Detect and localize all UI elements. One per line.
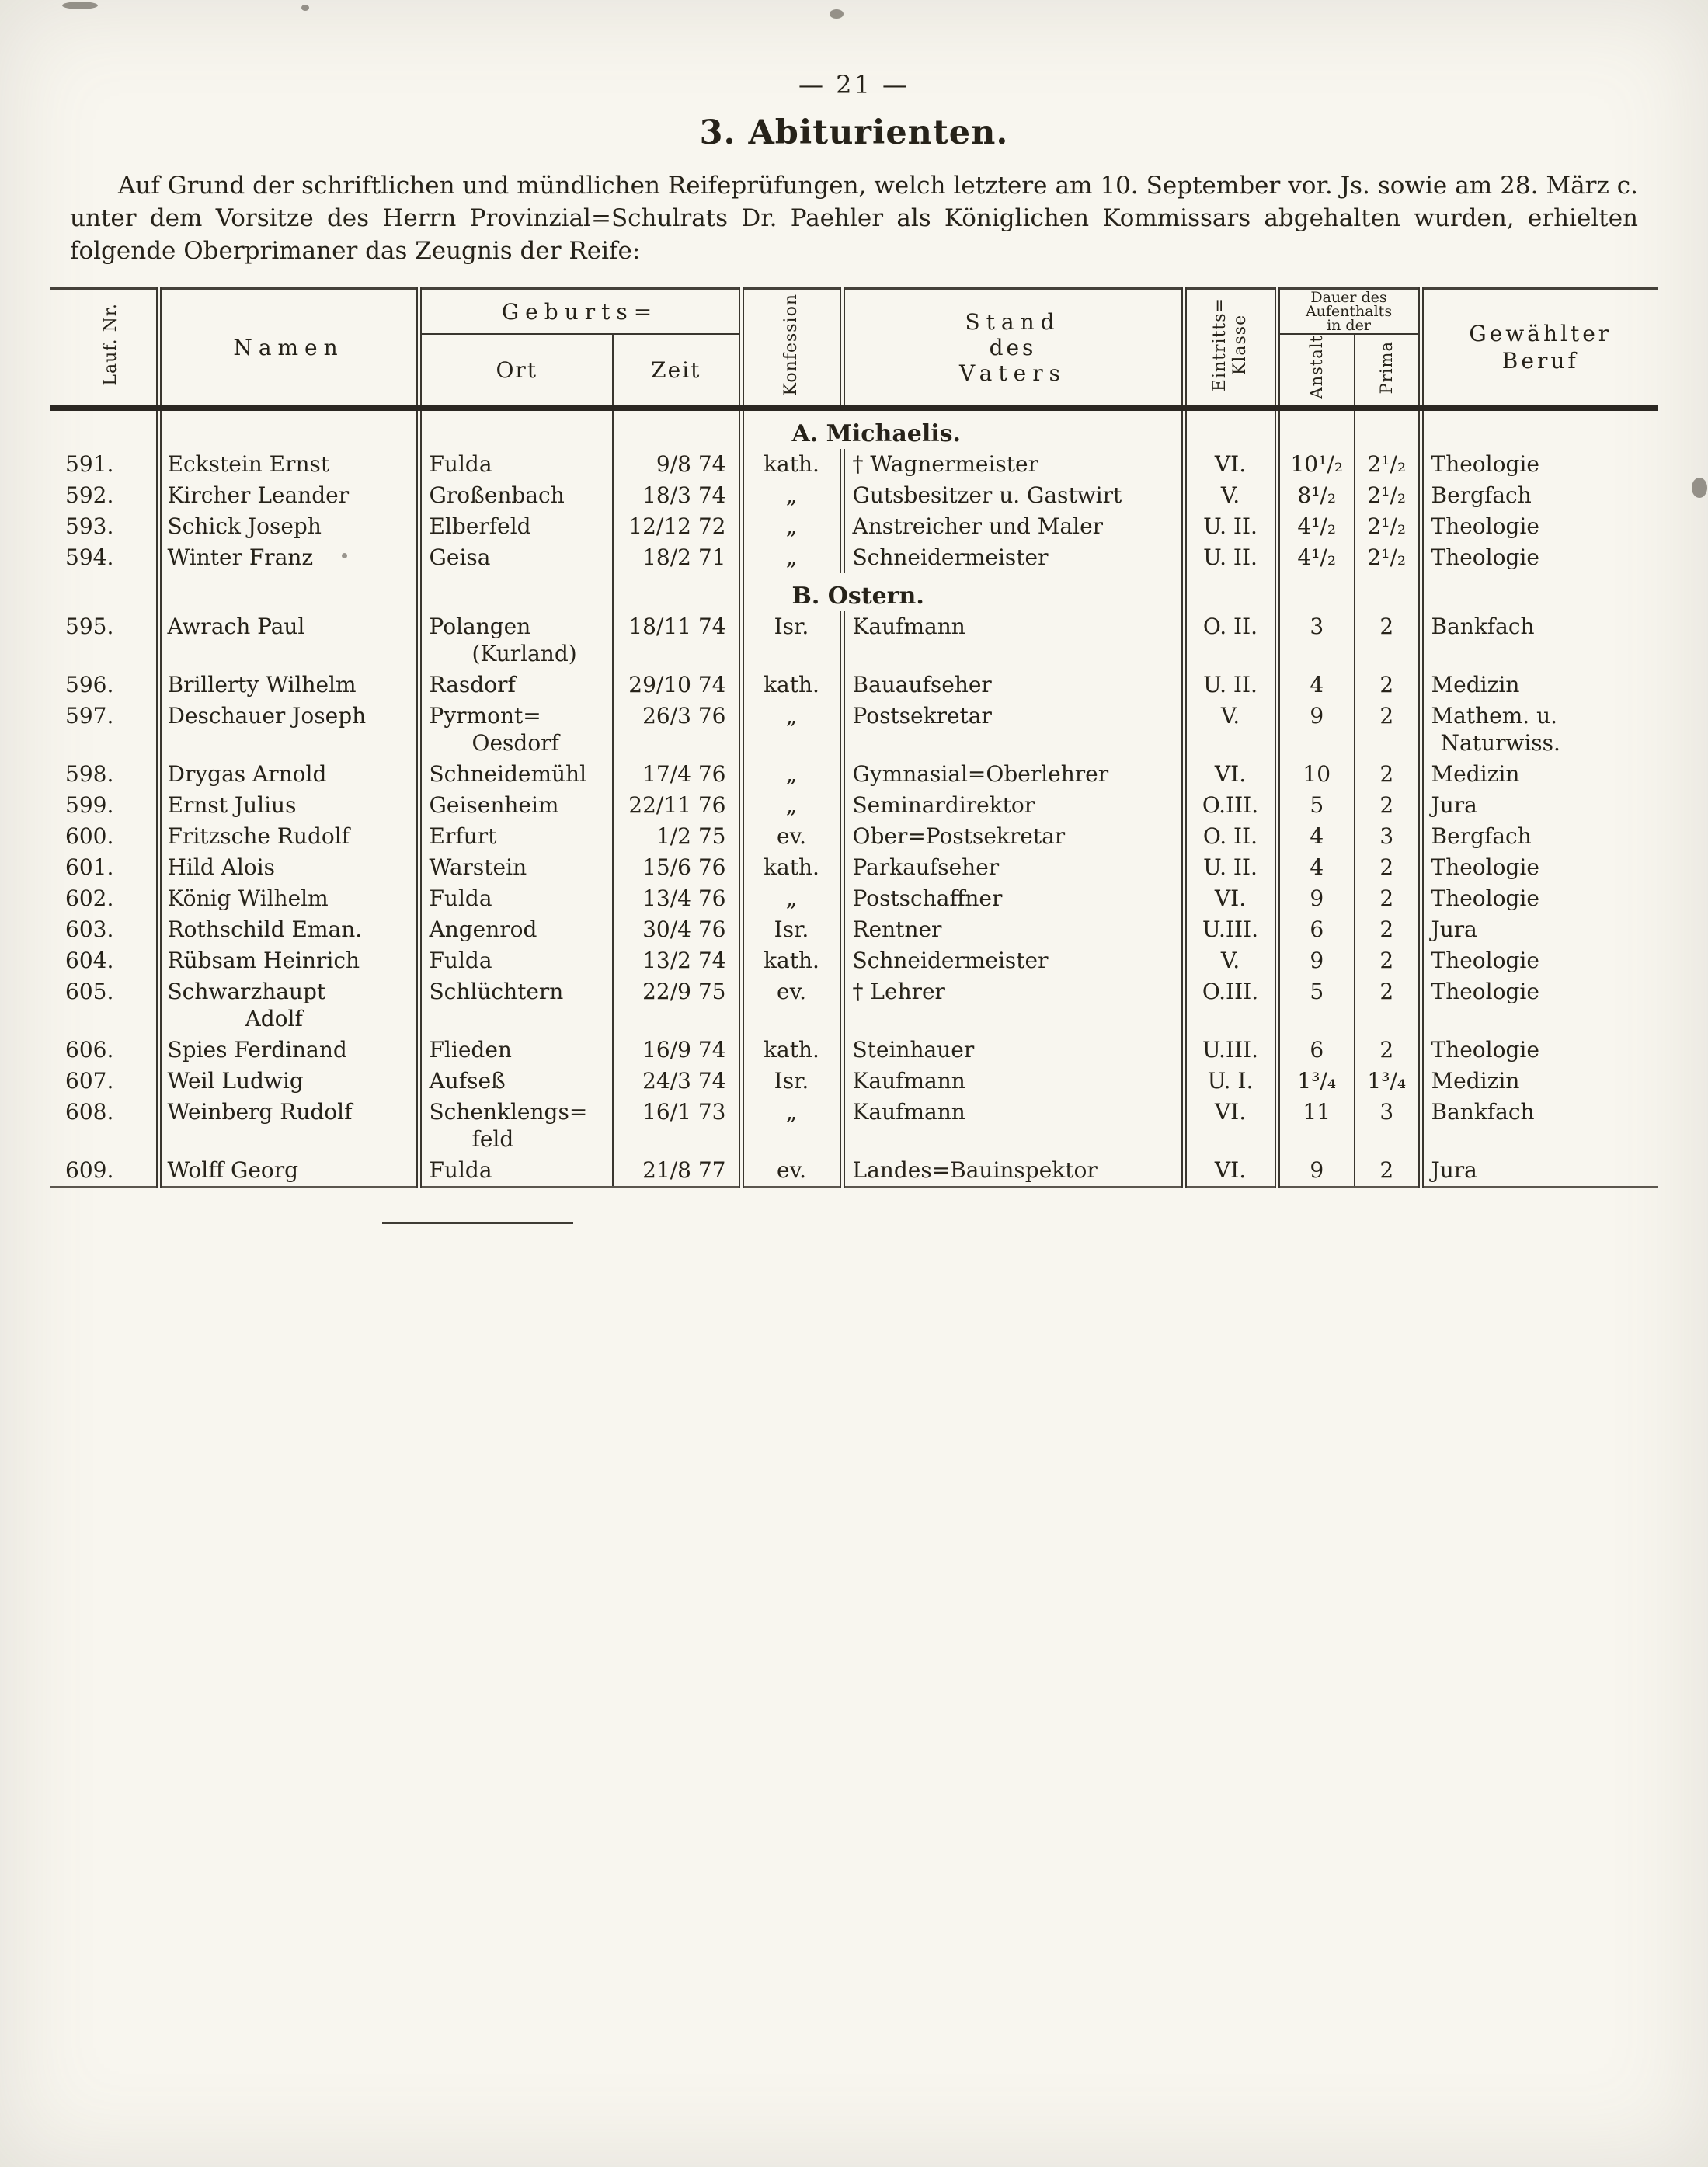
cell-dauer-prima: 2¹/₂: [1355, 511, 1421, 542]
header-lauf-nr: [50, 289, 158, 408]
cell-geburtszeit: 15/6 76: [613, 852, 741, 883]
cell-geburtszeit: 9/8 74: [613, 449, 741, 480]
section-empty-cell: [1277, 573, 1355, 611]
cell-stand-des-vaters: † Wagnermeister: [842, 449, 1184, 480]
cell-konfession: Isr.: [741, 914, 842, 945]
cell-dauer-anstalt: 4¹/₂: [1277, 511, 1355, 542]
cell-stand-des-vaters: Kaufmann: [842, 611, 1184, 670]
cell-konfession: kath.: [741, 1035, 842, 1066]
header-konfession: [741, 289, 842, 408]
header-anstalt: [1277, 334, 1355, 408]
cell-stand-des-vaters: Postsekretar: [842, 701, 1184, 759]
cell-dauer-anstalt: 11: [1277, 1097, 1355, 1155]
abiturienten-table: [50, 287, 1658, 1188]
cell-eintrittsklasse: VI.: [1184, 1155, 1277, 1187]
cell-dauer-anstalt: 10: [1277, 759, 1355, 790]
cell-stand-des-vaters: Schneidermeister: [842, 542, 1184, 573]
cell-konfession: „: [741, 790, 842, 821]
cell-gewaehlter-beruf: Bankfach: [1421, 611, 1658, 670]
cell-stand-des-vaters: Steinhauer: [842, 1035, 1184, 1066]
section-empty-cell: [1277, 408, 1355, 449]
cell-stand-des-vaters: Seminardirektor: [842, 790, 1184, 821]
cell-dauer-anstalt: 1³/₄: [1277, 1066, 1355, 1097]
cell-gewaehlter-beruf: Theologie: [1421, 542, 1658, 573]
cell-konfession: kath.: [741, 670, 842, 701]
table-row: [50, 511, 1658, 542]
cell-dauer-prima: 1³/₄: [1355, 1066, 1421, 1097]
header-zeit-label: Zeit: [651, 357, 701, 383]
cell-lauf-nr: 607.: [65, 1068, 114, 1094]
cell-gewaehlter-beruf: Theologie: [1421, 1035, 1658, 1066]
cell-geburtsort: Elberfeld: [419, 511, 613, 542]
cell-gewaehlter-beruf: Jura: [1421, 914, 1658, 945]
page-number: — 21 —: [798, 70, 910, 99]
cell-gewaehlter-beruf: Bankfach: [1421, 1097, 1658, 1155]
cell-lauf-nr: 609.: [50, 1155, 158, 1187]
cell-dauer-anstalt: 5: [1277, 790, 1355, 821]
cell-dauer-anstalt: 6: [1277, 1035, 1355, 1066]
cell-geburtsort: Schlüchtern: [419, 976, 613, 1035]
cell-gewaehlter-beruf: Mathem. u. Naturwiss.: [1421, 701, 1658, 759]
cell-dauer-anstalt: 10¹/₂: [1277, 449, 1355, 480]
cell-stand-des-vaters: Ober=Postsekretar: [842, 821, 1184, 852]
cell-gewaehlter-beruf: Bergfach: [1421, 480, 1658, 511]
cell-geburtsort: Fulda: [419, 883, 613, 914]
cell-eintrittsklasse: VI.: [1184, 759, 1277, 790]
cell-dauer-prima: 2: [1355, 852, 1421, 883]
cell-dauer-prima: 2¹/₂: [1355, 480, 1421, 511]
cell-konfession: kath.: [741, 449, 842, 480]
cell-konfession: „: [741, 701, 842, 759]
section-empty-cell: [419, 408, 613, 449]
cell-dauer-anstalt: 6: [1277, 914, 1355, 945]
cell-dauer-anstalt: 4: [1277, 821, 1355, 852]
cell-eintrittsklasse: V.: [1184, 945, 1277, 976]
section-empty-cell: [1184, 573, 1277, 611]
cell-name: Spies Ferdinand: [158, 1035, 419, 1066]
cell-lauf-nr: 600.: [65, 823, 114, 850]
header-namen-label: Namen: [233, 334, 344, 360]
cell-eintrittsklasse: V.: [1184, 701, 1277, 759]
cell-geburtszeit: 13/4 76: [613, 883, 741, 914]
cell-eintrittsklasse: VI.: [1184, 449, 1277, 480]
cell-geburtsort: Schenklengs= feld: [419, 1097, 613, 1155]
cell-geburtszeit: 18/11 74: [613, 611, 741, 670]
table-row: [50, 759, 1658, 790]
cell-gewaehlter-beruf: Medizin: [1421, 759, 1658, 790]
table-row: [50, 790, 1658, 821]
cell-geburtszeit: 1/2 75: [613, 821, 741, 852]
table-row: [50, 670, 1658, 701]
cell-konfession: Isr.: [741, 611, 842, 670]
cell-eintrittsklasse: U.III.: [1184, 1035, 1277, 1066]
cell-eintrittsklasse: O. II.: [1184, 611, 1277, 670]
table-row: [50, 1155, 1658, 1187]
cell-gewaehlter-beruf: Theologie: [1421, 449, 1658, 480]
cell-konfession: „: [741, 1097, 842, 1155]
cell-lauf-nr: 596.: [65, 672, 114, 698]
cell-gewaehlter-beruf: Bergfach: [1421, 821, 1658, 852]
cell-lauf-nr: 597.: [65, 703, 114, 729]
cell-dauer-anstalt: 4¹/₂: [1277, 542, 1355, 573]
cell-konfession: ev.: [741, 821, 842, 852]
cell-gewaehlter-beruf: Medizin: [1421, 670, 1658, 701]
cell-name: Eckstein Ernst: [158, 449, 419, 480]
header-lauf-nr-label: Lauf. Nr.: [100, 303, 120, 387]
header-prima-label: Prima: [1377, 340, 1397, 394]
cell-geburtsort: Angenrod: [419, 914, 613, 945]
section-empty-cell: [613, 408, 741, 449]
table-header: [50, 289, 1658, 408]
section-empty-cell: [1355, 573, 1421, 611]
cell-lauf-nr: 602.: [65, 885, 114, 912]
cell-geburtszeit: 29/10 74: [613, 670, 741, 701]
cell-geburtsort: Polangen (Kurland): [419, 611, 613, 670]
section-empty-cell: [50, 408, 158, 449]
cell-geburtsort: Erfurt: [419, 821, 613, 852]
cell-konfession: „: [741, 759, 842, 790]
table-row: [50, 449, 1658, 480]
cell-dauer-anstalt: 3: [1277, 611, 1355, 670]
cell-stand-des-vaters: Schneidermeister: [842, 945, 1184, 976]
cell-gewaehlter-beruf: Theologie: [1421, 883, 1658, 914]
cell-dauer-prima: 2¹/₂: [1355, 449, 1421, 480]
cell-dauer-anstalt: 9: [1277, 883, 1355, 914]
cell-lauf-nr: 608.: [65, 1099, 114, 1125]
cell-name: Schwarzhaupt Adolf: [158, 976, 419, 1035]
cell-konfession: „: [741, 542, 842, 573]
cell-name: Wolff Georg: [158, 1155, 419, 1187]
cell-gewaehlter-beruf: Theologie: [1421, 976, 1658, 1035]
cell-geburtszeit: 30/4 76: [613, 914, 741, 945]
cell-dauer-prima: 2: [1355, 701, 1421, 759]
cell-konfession: kath.: [741, 852, 842, 883]
section-empty-cell: [158, 408, 419, 449]
cell-konfession: ev.: [741, 976, 842, 1035]
cell-geburtszeit: 24/3 74: [613, 1066, 741, 1097]
page-title: 3. Abiturienten.: [699, 113, 1009, 152]
cell-name: Deschauer Joseph: [158, 701, 419, 759]
cell-name: Rübsam Heinrich: [158, 945, 419, 976]
cell-stand-des-vaters: Anstreicher und Maler: [842, 511, 1184, 542]
cell-stand-des-vaters: Landes=Bauinspektor: [842, 1155, 1184, 1187]
cell-geburtszeit: 26/3 76: [613, 701, 741, 759]
scan-artifact: [342, 553, 347, 558]
header-eintritts-klasse-label: [1210, 297, 1251, 391]
cell-name: König Wilhelm: [158, 883, 419, 914]
section-label: B. Ostern.: [741, 573, 1184, 611]
header-geburts: [419, 289, 741, 335]
cell-stand-des-vaters: Postschaffner: [842, 883, 1184, 914]
table-row: [50, 883, 1658, 914]
section-empty-cell: [613, 573, 741, 611]
header-ort: [419, 334, 613, 408]
cell-dauer-prima: 2: [1355, 914, 1421, 945]
cell-dauer-prima: 2: [1355, 611, 1421, 670]
cell-dauer-anstalt: 9: [1277, 945, 1355, 976]
cell-geburtsort: Fulda: [419, 945, 613, 976]
cell-geburtsort: Fulda: [419, 449, 613, 480]
section-empty-cell: [158, 573, 419, 611]
cell-eintrittsklasse: O.III.: [1184, 790, 1277, 821]
header-klasse-line: Klasse: [1230, 314, 1250, 375]
cell-dauer-anstalt: 4: [1277, 670, 1355, 701]
cell-geburtszeit: 16/9 74: [613, 1035, 741, 1066]
cell-lauf-nr: 593.: [65, 513, 114, 540]
cell-dauer-anstalt: 5: [1277, 976, 1355, 1035]
cell-gewaehlter-beruf: Jura: [1421, 790, 1658, 821]
cell-dauer-anstalt: 9: [1277, 701, 1355, 759]
cell-stand-des-vaters: Kaufmann: [842, 1097, 1184, 1155]
header-prima: [1355, 334, 1421, 408]
cell-stand-des-vaters: Parkaufseher: [842, 852, 1184, 883]
section-empty-cell: [419, 573, 613, 611]
cell-eintrittsklasse: O.III.: [1184, 976, 1277, 1035]
cell-geburtsort: Pyrmont= Oesdorf: [419, 701, 613, 759]
cell-stand-des-vaters: † Lehrer: [842, 976, 1184, 1035]
cell-stand-des-vaters: Gymnasial=Oberlehrer: [842, 759, 1184, 790]
cell-dauer-prima: 2: [1355, 790, 1421, 821]
scan-artifact: [301, 5, 309, 11]
cell-name: Kircher Leander: [158, 480, 419, 511]
intro-paragraph: Auf Grund der schriftlichen und mündlichen Reifeprüfungen, welch letztere am 10. September vor. Js. sowie am 28. März c. unter dem Vorsitze des Herrn Provinzial=Schulrats Dr. Paehler als Königlichen Kommissars abgehalten wurden, erhielten folgende Oberprimaner das Zeugnis der Reife:: [70, 172, 1638, 266]
cell-dauer-prima: 3: [1355, 1097, 1421, 1155]
cell-geburtsort: Geisa: [419, 542, 613, 573]
cell-name: Drygas Arnold: [158, 759, 419, 790]
table-row: [50, 945, 1658, 976]
cell-geburtsort: Großenbach: [419, 480, 613, 511]
header-stand-line3: Vaters: [959, 360, 1066, 386]
cell-geburtszeit: 12/12 72: [613, 511, 741, 542]
header-beruf-line2: Beruf: [1501, 348, 1579, 374]
header-beruf-line1: Gewählter: [1469, 321, 1612, 347]
cell-geburtsort: Schneidemühl: [419, 759, 613, 790]
table-body: [50, 408, 1658, 1187]
section-row: [50, 573, 1658, 611]
cell-stand-des-vaters: Kaufmann: [842, 1066, 1184, 1097]
cell-dauer-prima: 2: [1355, 976, 1421, 1035]
cell-eintrittsklasse: V.: [1184, 480, 1277, 511]
section-empty-cell: [1355, 408, 1421, 449]
cell-stand-des-vaters: Bauaufseher: [842, 670, 1184, 701]
table-row: [50, 1097, 1658, 1155]
cell-geburtsort: Flieden: [419, 1035, 613, 1066]
section-empty-cell: [1421, 573, 1658, 611]
cell-dauer-prima: 2: [1355, 1035, 1421, 1066]
cell-lauf-nr: 594.: [65, 544, 114, 571]
cell-dauer-prima: 2: [1355, 1155, 1421, 1187]
table-row: [50, 1066, 1658, 1097]
cell-stand-des-vaters: Gutsbesitzer u. Gastwirt: [842, 480, 1184, 511]
end-divider-rule: [382, 1222, 573, 1224]
section-empty-cell: [50, 573, 158, 611]
header-konfession-label: Konfession: [781, 294, 802, 396]
cell-konfession: kath.: [741, 945, 842, 976]
cell-konfession: „: [741, 883, 842, 914]
cell-name: Rothschild Eman.: [158, 914, 419, 945]
header-ort-label: Ort: [496, 357, 538, 383]
cell-gewaehlter-beruf: Theologie: [1421, 945, 1658, 976]
table-row: [50, 821, 1658, 852]
section-empty-cell: [1421, 408, 1658, 449]
header-dauer-des-aufenthalts: [1277, 289, 1421, 335]
cell-geburtszeit: 16/1 73: [613, 1097, 741, 1155]
table-row: [50, 852, 1658, 883]
table-row: [50, 542, 1658, 573]
cell-eintrittsklasse: U. II.: [1184, 852, 1277, 883]
cell-gewaehlter-beruf: Theologie: [1421, 511, 1658, 542]
cell-konfession: Isr.: [741, 1066, 842, 1097]
cell-eintrittsklasse: U.III.: [1184, 914, 1277, 945]
cell-lauf-nr: 591.: [65, 451, 114, 478]
cell-dauer-prima: 2¹/₂: [1355, 542, 1421, 573]
cell-lauf-nr: 604.: [65, 948, 114, 974]
cell-dauer-prima: 2: [1355, 883, 1421, 914]
cell-dauer-anstalt: 9: [1277, 1155, 1355, 1187]
cell-lauf-nr: 605.: [65, 979, 114, 1005]
table-row: [50, 1035, 1658, 1066]
cell-geburtsort: Aufseß: [419, 1066, 613, 1097]
cell-gewaehlter-beruf: Theologie: [1421, 852, 1658, 883]
cell-konfession: ev.: [741, 1155, 842, 1187]
header-stand-des-vaters: [842, 289, 1184, 408]
cell-name: Awrach Paul: [158, 611, 419, 670]
cell-konfession: „: [741, 511, 842, 542]
cell-lauf-nr: 603.: [65, 917, 114, 943]
section-label: A. Michaelis.: [741, 408, 1184, 449]
cell-geburtszeit: 18/3 74: [613, 480, 741, 511]
cell-name: Ernst Julius: [158, 790, 419, 821]
cell-lauf-nr: 601.: [65, 854, 114, 881]
cell-dauer-prima: 2: [1355, 945, 1421, 976]
cell-eintrittsklasse: U. II.: [1184, 670, 1277, 701]
cell-geburtszeit: 17/4 76: [613, 759, 741, 790]
header-zeit: [613, 334, 741, 408]
cell-eintrittsklasse: O. II.: [1184, 821, 1277, 852]
header-dauer-line1: Dauer des: [1310, 289, 1387, 307]
cell-dauer-prima: 3: [1355, 821, 1421, 852]
cell-geburtszeit: 18/2 71: [613, 542, 741, 573]
cell-geburtsort: Rasdorf: [419, 670, 613, 701]
cell-name: Hild Alois: [158, 852, 419, 883]
cell-geburtsort: Geisenheim: [419, 790, 613, 821]
cell-name: Weil Ludwig: [158, 1066, 419, 1097]
section-empty-cell: [1184, 408, 1277, 449]
table-row: [50, 701, 1658, 759]
section-row: [50, 408, 1658, 449]
table-row: [50, 480, 1658, 511]
cell-eintrittsklasse: U. II.: [1184, 542, 1277, 573]
cell-name: Weinberg Rudolf: [158, 1097, 419, 1155]
header-eintritts-klasse: [1184, 289, 1277, 408]
table-row: [50, 914, 1658, 945]
cell-gewaehlter-beruf: Medizin: [1421, 1066, 1658, 1097]
cell-geburtsort: Warstein: [419, 852, 613, 883]
header-geburts-label: Geburts=: [501, 298, 659, 325]
header-stand-line1: Stand: [965, 308, 1061, 335]
cell-dauer-anstalt: 8¹/₂: [1277, 480, 1355, 511]
cell-eintrittsklasse: U. I.: [1184, 1066, 1277, 1097]
cell-eintrittsklasse: VI.: [1184, 1097, 1277, 1155]
cell-gewaehlter-beruf: Jura: [1421, 1155, 1658, 1187]
cell-lauf-nr: 598.: [65, 761, 114, 788]
cell-konfession: „: [741, 480, 842, 511]
header-anstalt-label: Anstalt: [1307, 335, 1327, 400]
cell-lauf-nr: 606.: [65, 1037, 114, 1063]
cell-geburtszeit: 13/2 74: [613, 945, 741, 976]
cell-name: Winter Franz: [158, 542, 419, 573]
scan-artifact: [830, 9, 844, 19]
cell-name: Brillerty Wilhelm: [158, 670, 419, 701]
cell-lauf-nr: 592.: [65, 482, 114, 509]
scan-artifact: [1692, 478, 1707, 498]
cell-geburtszeit: 21/8 77: [613, 1155, 741, 1187]
cell-lauf-nr: 599.: [65, 792, 114, 819]
cell-name: Fritzsche Rudolf: [158, 821, 419, 852]
cell-dauer-prima: 2: [1355, 670, 1421, 701]
cell-name: Schick Joseph: [158, 511, 419, 542]
table-row: [50, 611, 1658, 670]
cell-eintrittsklasse: VI.: [1184, 883, 1277, 914]
header-namen: [158, 289, 419, 408]
header-dauer-line2: Aufenthalts: [1305, 303, 1393, 321]
cell-geburtsort: Fulda: [419, 1155, 613, 1187]
cell-geburtszeit: 22/11 76: [613, 790, 741, 821]
header-gewaehlter-beruf: [1421, 289, 1658, 408]
scan-artifact: [62, 2, 98, 9]
header-dauer-line3: in der: [1327, 317, 1371, 335]
cell-stand-des-vaters: Rentner: [842, 914, 1184, 945]
header-stand-line2: des: [989, 334, 1037, 360]
header-eintritts-line: Eintritts=: [1210, 297, 1230, 392]
cell-dauer-prima: 2: [1355, 759, 1421, 790]
table-row: [50, 976, 1658, 1035]
cell-eintrittsklasse: U. II.: [1184, 511, 1277, 542]
cell-dauer-anstalt: 4: [1277, 852, 1355, 883]
cell-lauf-nr: 595.: [65, 614, 114, 640]
cell-geburtszeit: 22/9 75: [613, 976, 741, 1035]
